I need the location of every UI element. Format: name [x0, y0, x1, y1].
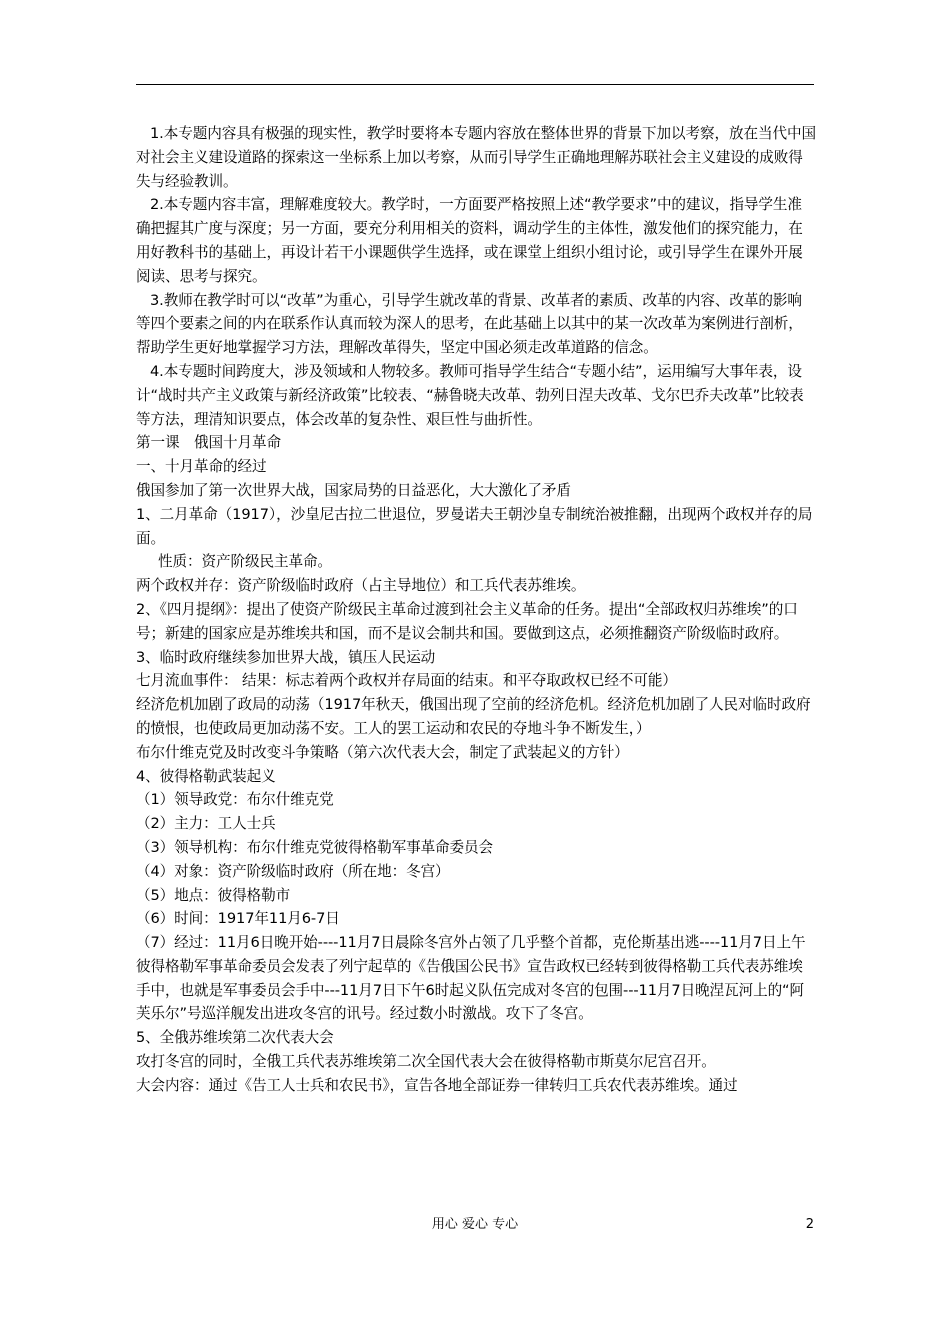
item-february-revolution: 1、二月革命（1917），沙皇尼古拉二世退位，罗曼诺夫王朝沙皇专制统治被推翻，出现两个政权并存的局面。	[136, 505, 813, 547]
paragraph-guideline-4: 4.本专题时间跨度大，涉及领域和人物较多。教师可指导学生结合“专题小结”，运用编写大事年表，设计“战时共产主义政策与新经济政策”比较表、“赫鲁晓夫改革、勃列日涅夫改革、戈尔巴乔夫改革”比较表等方法，理清知识要点，体会改革的复杂性、艰巨性与曲折性。	[136, 362, 804, 428]
page-number: 2	[805, 1217, 814, 1232]
item-provisional-government: 3、临时政府继续参加世界大战，镇压人民运动	[136, 648, 436, 666]
list-item: （5）地点：彼得格勒市	[136, 886, 291, 904]
list-item: （3）领导机构：布尔什维克党彼得格勒军事革命委员会	[136, 838, 494, 856]
header-rule	[136, 84, 814, 85]
paragraph-guideline-3: 3.教师在教学时可以“改革”为重心，引导学生就改革的背景、改革者的素质、改革的内容、改革的影响等四个要素之间的内在联系作认真而较为深人的思考，在此基础上以其中的某一次改革为案例进行剖析，帮助学生更好地掌握学习方法，理解改革得失，坚定中国必须走改革道路的信念。	[136, 291, 803, 357]
footer-slogan: 用心 爱心 专心	[431, 1217, 519, 1232]
item-economic-crisis: 经济危机加剧了政局的动荡（1917年秋天，俄国出现了空前的经济危机。经济危机加剧了人民对临时政府的愤恨，也使政局更加动荡不安。工人的罢工运动和农民的夺地斗争不断发生，）	[136, 696, 811, 737]
paragraph-background: 俄国参加了第一次世界大战，国家局势的日益恶化，大大激化了矛盾	[136, 481, 571, 499]
item-nature: 性质：资产阶级民主革命。	[158, 553, 332, 571]
paragraph-guideline-2: 2.本专题内容丰富，理解难度较大。教学时，一方面要严格按照上述“教学要求”中的建议，指导学生准确把握其广度与深度；另一方面，要充分利用相关的资料，调动学生的主体性，激发他们的探究能力，在用好教科书的基础上，再设计若干小课题供学生选择，或在课堂上组织小组讨论，或引导学生在课外开展阅读、思考与探究。	[136, 196, 803, 285]
item-bolshevik-strategy: 布尔什维克党及时改变斗争策略（第六次代表大会，制定了武装起义的方针）	[136, 743, 629, 761]
item-april-theses: 2、《四月提纲》：提出了使资产阶级民主革命过渡到社会主义革命的任务。提出“全部政权归苏维埃”的口号；新建的国家应是苏维埃共和国，而不是议会制共和国。要做到这点，必须推翻资产阶级临时政府。	[136, 600, 798, 642]
list-item: （4）对象：资产阶级临时政府（所在地：冬宫）	[136, 862, 450, 880]
list-item: （2）主力：工人士兵	[136, 815, 276, 833]
paragraph-guideline-1: 1.本专题内容具有极强的现实性，教学时要将本专题内容放在整体世界的背景下加以考察，放在当代中国对社会主义建设道路的探索这一坐标系上加以考察，从而引导学生正确地理解苏联社会主义建设的成败得失与经验教训。	[136, 125, 816, 190]
document-body	[136, 122, 816, 1098]
list-item: （6）时间：1917年11月6-7日	[136, 910, 340, 928]
lesson-title: 第一课 俄国十月革命	[136, 434, 281, 452]
item-dual-power: 两个政权并存：资产阶级临时政府（占主导地位）和工兵代表苏维埃。	[136, 577, 586, 595]
item-second-congress: 5、全俄苏维埃第二次代表大会	[136, 1029, 334, 1047]
section-heading: 一、十月革命的经过	[136, 458, 267, 476]
paragraph-congress-convened: 攻打冬宫的同时，全俄工兵代表苏维埃第二次全国代表大会在彼得格勒市斯莫尔尼宫召开。	[136, 1053, 716, 1071]
list-item: （1）领导政党：布尔什维克党	[136, 791, 334, 809]
item-petrograd-uprising: 4、彼得格勒武装起义	[136, 767, 276, 785]
paragraph-congress-content: 大会内容：通过《告工人士兵和农民书》，宣告各地全部证券一律转归工兵农代表苏维埃。通过	[136, 1076, 738, 1094]
item-july-days: 七月流血事件： 结果：标志着两个政权并存局面的结束。和平夺取政权已经不可能）	[136, 672, 677, 690]
list-item: （7）经过：11月6日晚开始----11月7日晨除冬宫外占领了几乎整个首都，克伦斯基出逃----11月7日上午彼得格勒军事革命委员会发表了列宁起草的《告俄国公民书》宣告政权已经转到彼得格勒工兵代表苏维埃手中，也就是军事委员会手中---11月7日下午6时起义队伍完成对冬宫的包围---11月7日晚涅瓦河上的“阿芙乐尔”号巡洋舰发出进攻冬宫的讯号。经过数小时激战。攻下了冬宫。	[136, 934, 806, 1023]
